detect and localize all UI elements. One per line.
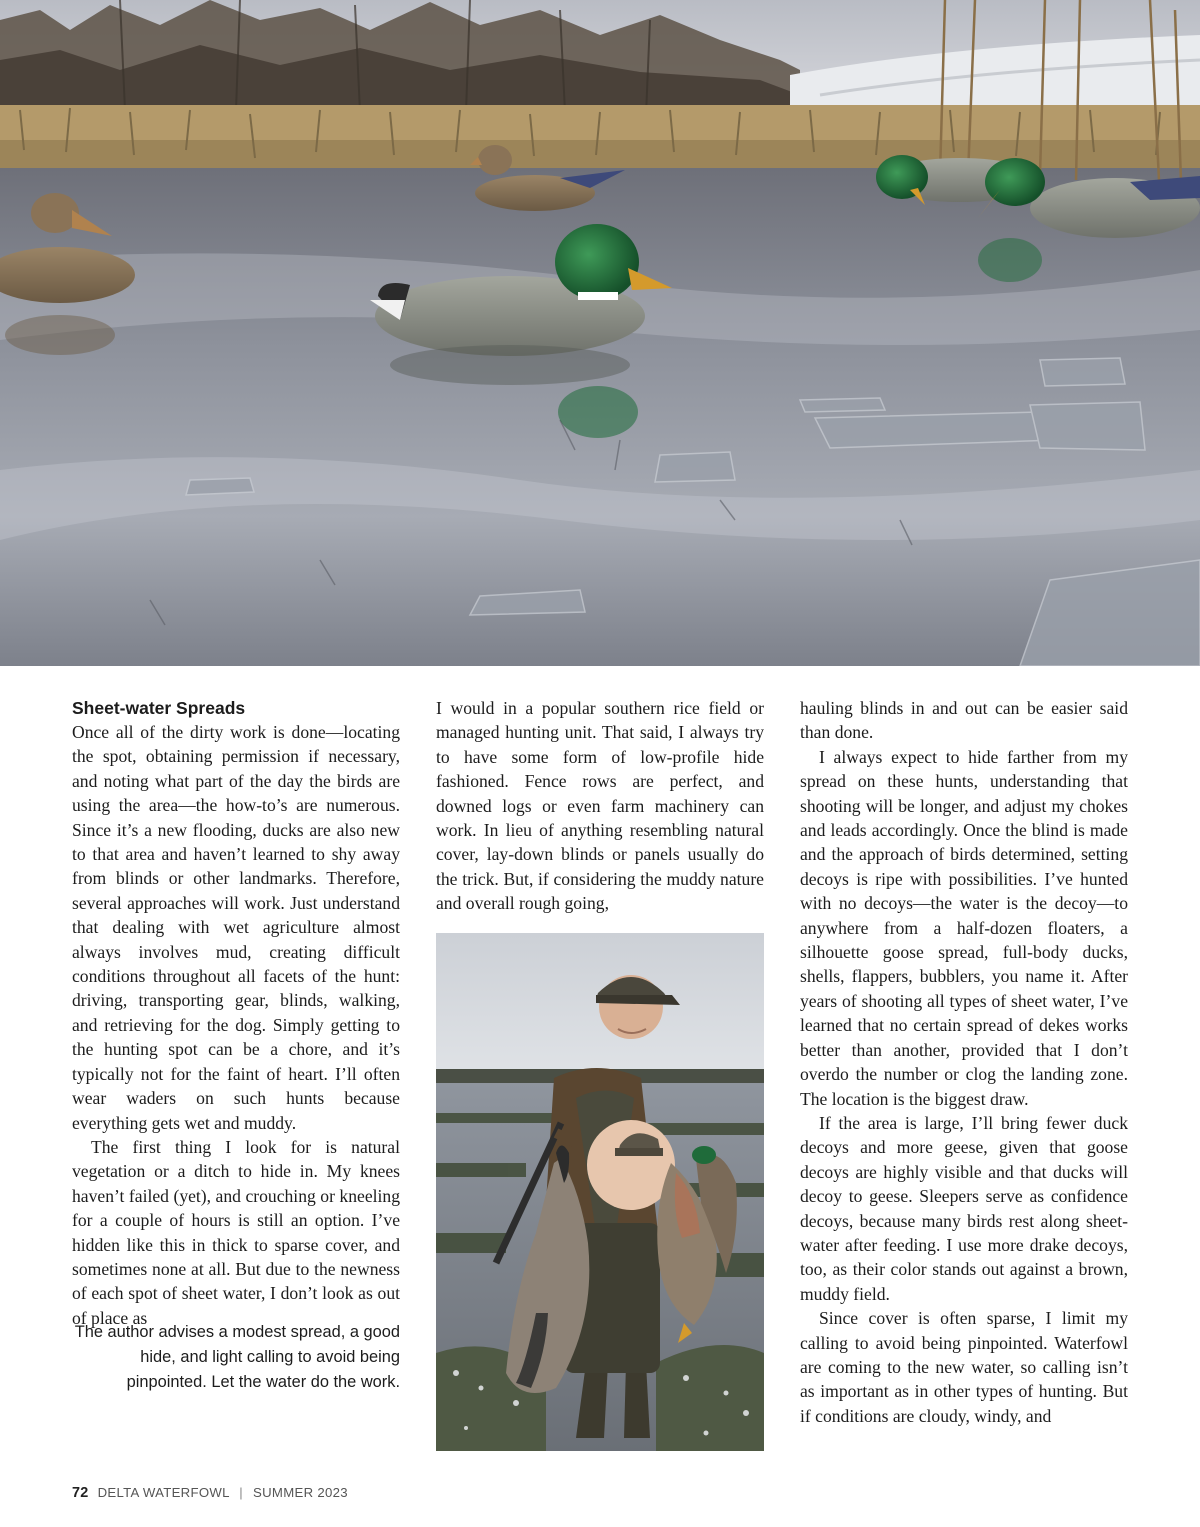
text-column-2 <box>436 696 764 916</box>
paragraph: Since cover is often sparse, I limit my calling to avoid being pinpointed. Waterfowl are coming to the new water, so calling isn’t as important as in other types of hunting. But if conditions are cloudy, windy, and <box>800 1308 1128 1426</box>
photo-caption: The author advises a modest spread, a good hide, and light calling to avoid being pinpointed. Let the water do the work. <box>74 1323 400 1391</box>
paragraph: I always expect to hide farther from my spread on these hunts, understanding that shooting will be longer, and adjust my chokes and leads accordingly. Once the blind is made and the approach of birds determined, setting decoys is ripe with possibilities. I’ve hunted with no decoys—the water is the decoy—to anywhere from a half-dozen floaters, a silhouette goose spread, full-body ducks, shells, flappers, bubblers, you name it. After years of shooting all types of sheet water, I’ve learned that no certain spread of dekes works better than another, provided that I don’t overdo the number or clog the landing zone. The location is the biggest draw. <box>800 746 1128 1109</box>
paragraph: I would in a popular southern rice field or managed hunting unit. That said, I always try to have some form of low-profile hide fashioned. Fence rows are perfect, and downed logs or even farm machinery can work. In lieu of anything resembling natural cover, lay-down blinds or panels usually do the trick. But, if considering the muddy nature and overall rough going, <box>436 698 764 914</box>
inset-photo <box>436 933 764 1451</box>
text-column-1 <box>72 696 400 1330</box>
paragraph: If the area is large, I’ll bring fewer duck decoys and more geese, given that goose decoys are highly visible and that ducks will decoy to geese. Sleepers serve as confidence decoys, because many birds rest along sheet-water after feeding. I use more drake decoys, too, as their color stands out against a brown, muddy field. <box>800 1112 1128 1304</box>
paragraph: The first thing I look for is natural vegetation or a ditch to hide in. My knees haven’t failed (yet), and crouching or kneeling for a couple of hours is still an option. I’ve hidden like this in thick to sparse cover, and sometimes none at all. But due to the newness of each spot of sheet water, I don’t look as out of place as <box>72 1136 400 1328</box>
section-subhead: Sheet-water Spreads <box>72 698 246 718</box>
folio-separator: | <box>239 1485 244 1500</box>
page-folio <box>72 1485 348 1501</box>
paragraph: Once all of the dirty work is done—locating the spot, obtaining permission if necessary, and noting what part of the day the birds are using the area—the how-to’s are numerous. Since it’s a new flooding, ducks are also new to that area and haven’t learned to shy away from blinds or other landmarks. Therefore, several approaches will work. Just understand that dealing with wet agriculture almost always involves mud, creating difficult conditions throughout all facets of the hunt: driving, transporting gear, blinds, walking, and retrieving for the dog. Simply getting to the hunting spot can be a chore, and it’s typically not for the faint of heart. I’ll often wear waders on such hunts because everything gets wet and muddy. <box>72 722 400 1133</box>
paragraph: hauling blinds in and out can be easier said than done. <box>800 698 1128 743</box>
text-column-3 <box>800 696 1128 1428</box>
hero-photo <box>0 0 1200 666</box>
publication-name: DELTA WATERFOWL <box>97 1485 230 1500</box>
page-number: 72 <box>72 1485 89 1501</box>
issue-label: SUMMER 2023 <box>252 1485 348 1500</box>
